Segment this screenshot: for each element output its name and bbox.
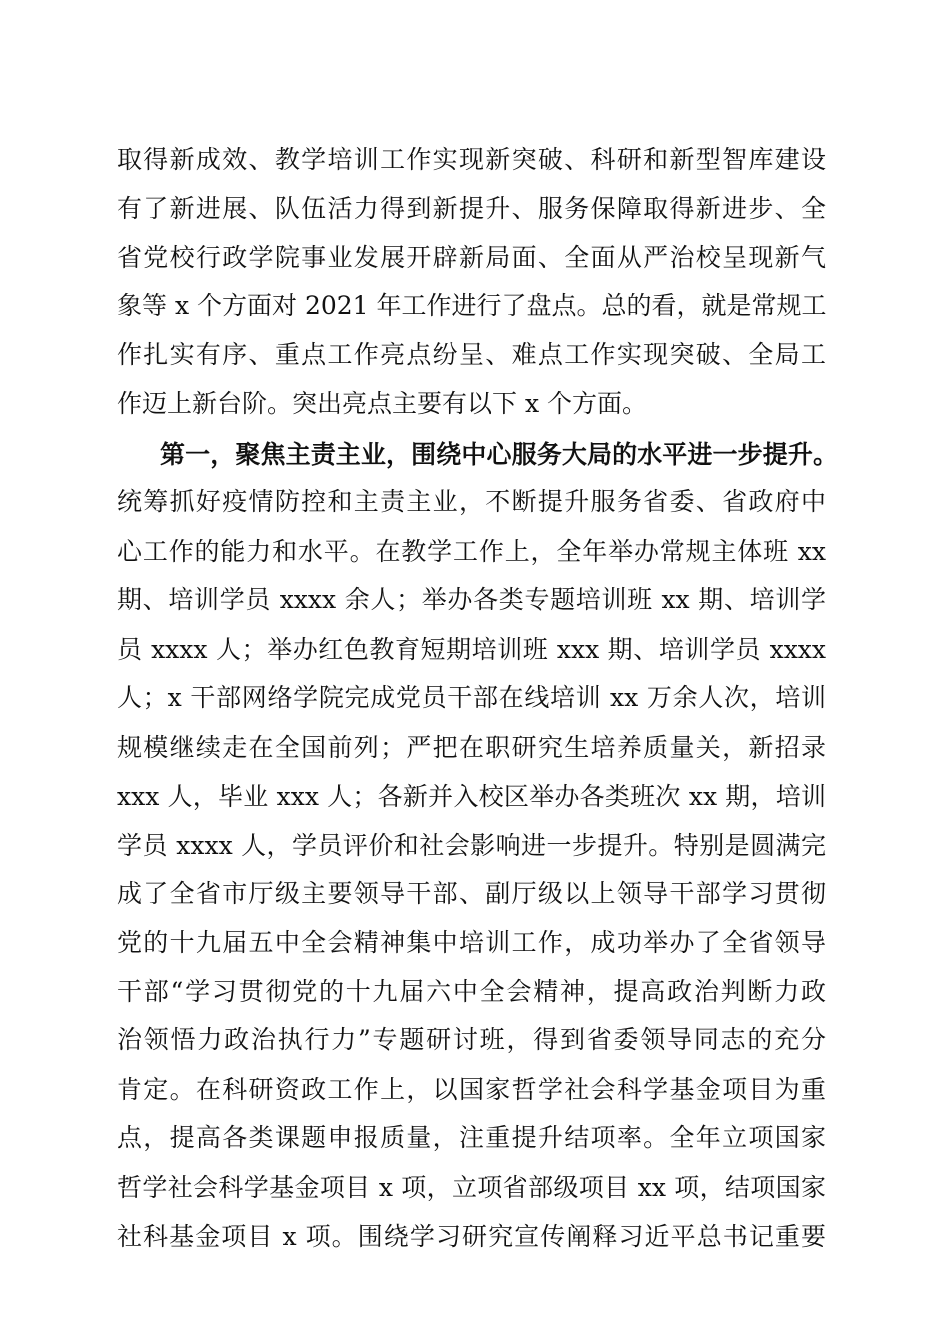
- text-line: 社科基金项目 x 项。围绕学习研究宣传阐释习近平总书记重要: [117, 1222, 826, 1251]
- text-line: xxx 人，毕业 xxx 人；各新并入校区举办各类班次 xx 期，培训: [117, 782, 826, 811]
- text-line: 作扎实有序、重点工作亮点纷呈、难点工作实现突破、全局工: [117, 340, 826, 369]
- text-line: 员 xxxx 人；举办红色教育短期培训班 xxx 期、培训学员 xxxx: [117, 635, 826, 664]
- text-line: 期、培训学员 xxxx 余人；举办各类专题培训班 xx 期、培训学: [117, 585, 826, 614]
- text-line: 成了全省市厅级主要领导干部、副厅级以上领导干部学习贯彻: [117, 879, 826, 908]
- text-line: 学员 xxxx 人，学员评价和社会影响进一步提升。特别是圆满完: [117, 831, 826, 860]
- text-line: 象等 x 个方面对 2021 年工作进行了盘点。总的看，就是常规工: [117, 291, 827, 320]
- text-line: 统筹抓好疫情防控和主责主业，不断提升服务省委、省政府中: [117, 487, 826, 516]
- section-heading: 第一，聚焦主责主业，围绕中心服务大局的水平进一步提升。: [160, 440, 838, 469]
- text-line: 党的十九届五中全会精神集中培训工作，成功举办了全省领导: [117, 928, 826, 957]
- text-line: 点，提高各类课题申报质量，注重提升结项率。全年立项国家: [117, 1123, 826, 1152]
- text-line: 肯定。在科研资政工作上，以国家哲学社会科学基金项目为重: [117, 1075, 826, 1104]
- text-line: 哲学社会科学基金项目 x 项，立项省部级项目 xx 项，结项国家: [117, 1173, 826, 1202]
- text-line: 心工作的能力和水平。在教学工作上，全年举办常规主体班 xx: [117, 537, 826, 566]
- text-line: 取得新成效、教学培训工作实现新突破、科研和新型智库建设: [117, 145, 826, 174]
- text-line: 干部“学习贯彻党的十九届六中全会精神，提高政治判断力政: [117, 977, 826, 1006]
- text-line: 作迈上新台阶。突出亮点主要有以下 x 个方面。: [117, 389, 647, 418]
- text-line: 人；x 干部网络学院完成党员干部在线培训 xx 万余人次，培训: [117, 683, 826, 712]
- text-line: 省党校行政学院事业发展开辟新局面、全面从严治校呈现新气: [117, 243, 826, 272]
- text-line: 规模继续走在全国前列；严把在职研究生培养质量关，新招录: [117, 733, 826, 762]
- text-line: 治领悟力政治执行力”专题研讨班，得到省委领导同志的充分: [117, 1025, 826, 1054]
- text-line: 有了新进展、队伍活力得到新提升、服务保障取得新进步、全: [117, 194, 826, 223]
